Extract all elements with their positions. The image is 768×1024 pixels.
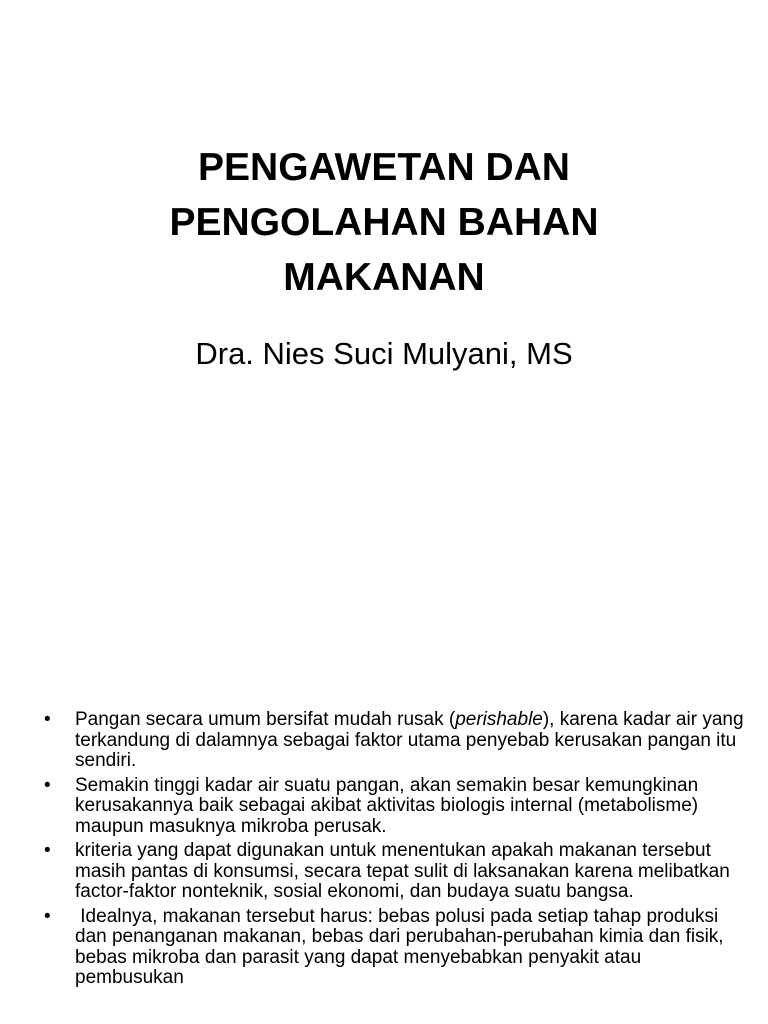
emphasis-term: perishable bbox=[455, 709, 543, 730]
bullet-icon: • bbox=[44, 840, 51, 861]
bullet-text: Semakin tinggi kadar air suatu pangan, akan semakin besar kemungkinan kerusakannya baik sebagai akibat aktivitas biologis internal (metabolisme) maupun masuknya mikroba perusak. bbox=[75, 774, 699, 837]
bullet-item bbox=[44, 907, 744, 989]
bullet-item bbox=[44, 841, 744, 903]
bullet-text: kriteria yang dapat digunakan untuk menentukan apakah makanan tersebut masih pantas di konsumsi, secara tepat sulit di laksanakan karena melibatkan factor-faktor nonteknik, sosial ekonomi, dan budaya suatu bangsa. bbox=[75, 840, 730, 902]
bullet-icon: • bbox=[44, 905, 51, 927]
bullet-item bbox=[44, 710, 744, 772]
bullet-icon: • bbox=[44, 774, 51, 796]
bullet-item bbox=[44, 776, 744, 838]
bullet-icon: • bbox=[44, 709, 51, 730]
slide-title bbox=[0, 140, 768, 305]
bullet-list bbox=[44, 710, 744, 993]
bullet-text: Idealnya, makanan tersebut harus: bebas polusi pada setiap tahap produksi dan penanganan makanan, bebas dari perubahan-perubahan kimia dan fisik, bebas mikroba dan parasit yang dapat menyebabkan penyakit atau pembusukan bbox=[75, 905, 729, 988]
title-line: PENGAWETAN DAN bbox=[198, 146, 570, 189]
bullet-text: Pangan secara umum bersifat mudah rusak (perishable), karena kadar air yang terkandung di dalamnya sebagai faktor utama penyebab kerusakan pangan itu sendiri. bbox=[75, 709, 744, 771]
title-line: MAKANAN bbox=[283, 256, 485, 299]
slide-subtitle: Dra. Nies Suci Mulyani, MS bbox=[195, 336, 573, 371]
title-line: PENGOLAHAN BAHAN bbox=[169, 201, 599, 244]
